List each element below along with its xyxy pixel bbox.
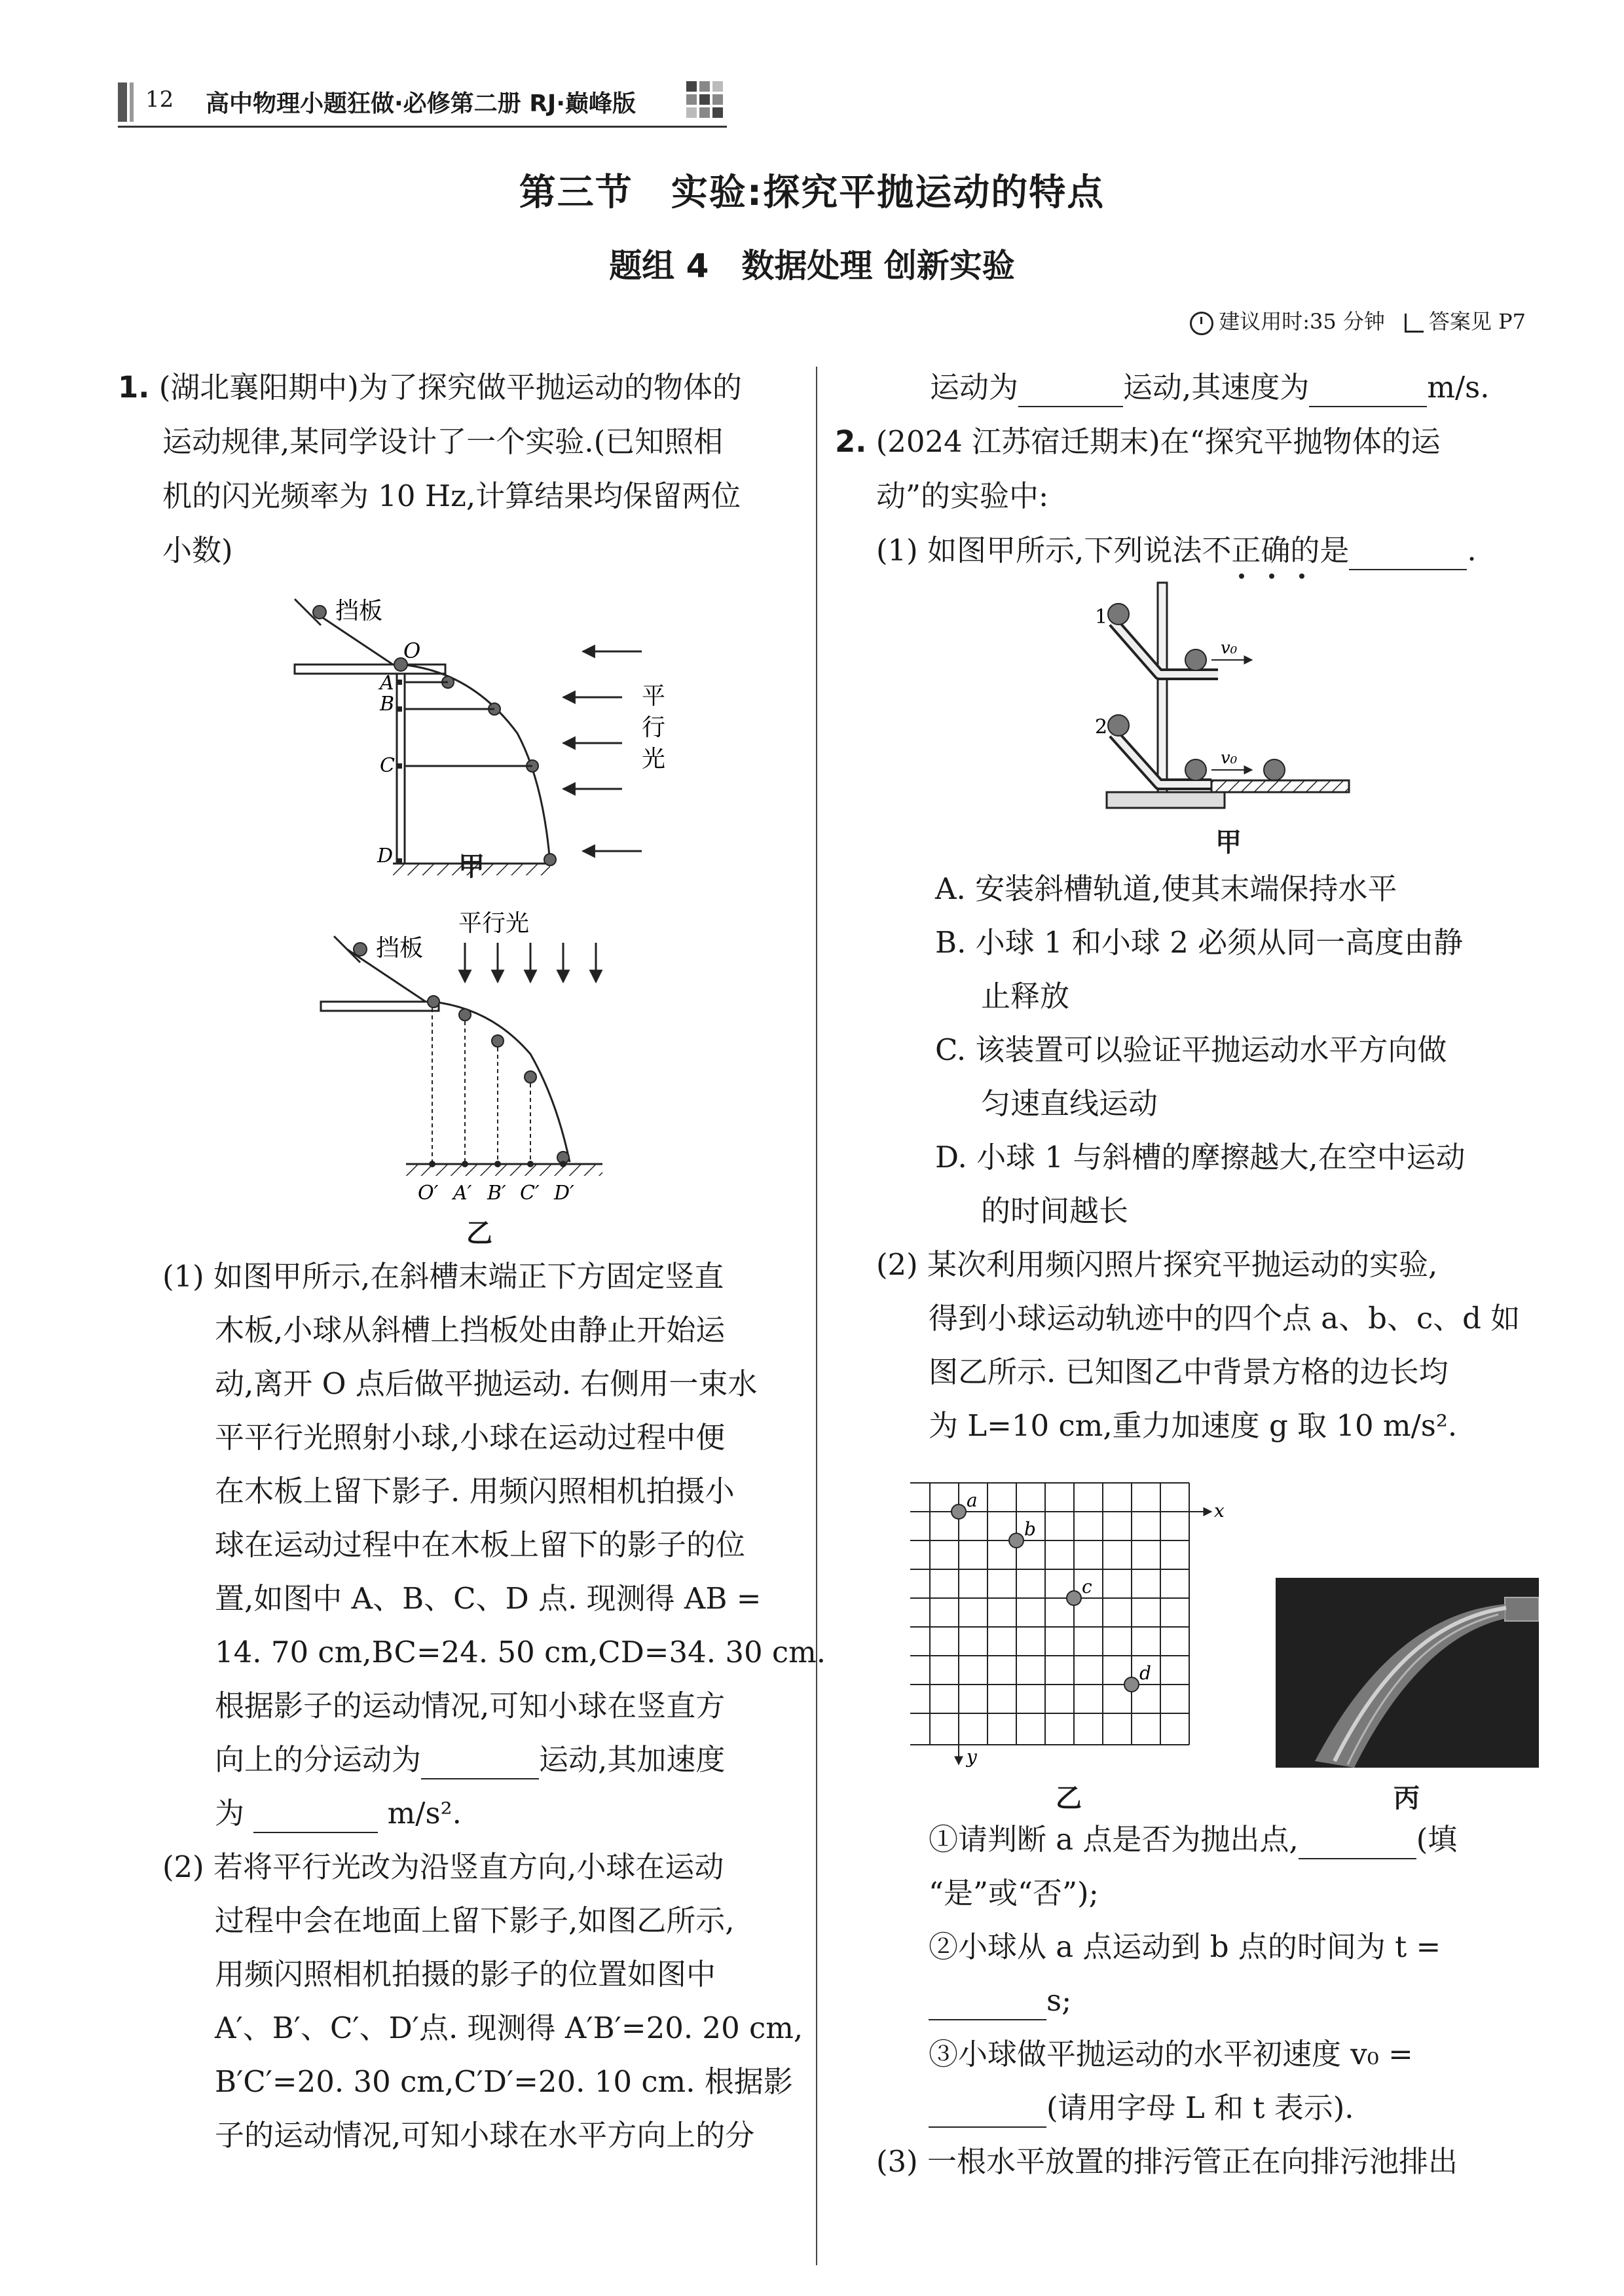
q1-p1-blank-line: 向上的分运动为 运动,其加速度 bbox=[215, 1740, 725, 1779]
option-c-cont: 匀速直线运动 bbox=[981, 1086, 1158, 1121]
q1-line-1: 运动规律,某同学设计了一个实验.(已知照相 bbox=[162, 424, 724, 459]
q1-blank-acceleration[interactable] bbox=[253, 1803, 378, 1833]
page-number: 12 bbox=[145, 86, 174, 113]
q2-figure-b-grid bbox=[904, 1470, 1244, 1771]
q1-number: 1. bbox=[118, 370, 150, 405]
answer-mark-icon bbox=[1405, 314, 1424, 333]
option-c[interactable]: C. 该装置可以验证平抛运动水平方向做 bbox=[935, 1032, 1447, 1067]
header-rule bbox=[118, 126, 727, 128]
svg-text:a: a bbox=[967, 1489, 978, 1511]
q1-line-2: 机的闪光频率为 10 Hz,计算结果均保留两位 bbox=[162, 479, 741, 513]
q1-p1-line-2: 动,离开 O 点后做平抛运动. 右侧用一束水 bbox=[215, 1366, 758, 1401]
svg-text:C: C bbox=[380, 754, 395, 777]
svg-text:D′: D′ bbox=[554, 1182, 574, 1205]
q1-line-0: 1. (湖北襄阳期中)为了探究做平抛运动的物体的 bbox=[118, 370, 742, 405]
grid-lines bbox=[910, 1483, 1189, 1745]
q1-p1-line-4: 在木板上留下影子. 用频闪照相机拍摄小 bbox=[215, 1474, 735, 1508]
drain-pipe bbox=[1505, 1597, 1539, 1621]
q2-sub2-line-2: 图乙所示. 已知图乙中背景方格的边长均 bbox=[929, 1355, 1449, 1389]
option-b-cont: 止释放 bbox=[981, 979, 1070, 1013]
svg-text:v₀: v₀ bbox=[1221, 748, 1238, 768]
suggested-time: 建议用时:35 分钟 bbox=[1219, 309, 1385, 334]
q1-p1-line-5: 球在运动过程中在木板上留下的影子的位 bbox=[215, 1527, 746, 1562]
svg-text:D: D bbox=[377, 845, 394, 867]
baffle-label: 挡板 bbox=[335, 598, 383, 625]
q2-sub1: (1) 如图甲所示,下列说法不正确的是 . bbox=[876, 531, 1477, 570]
q2-blank-v0[interactable] bbox=[929, 2098, 1046, 2128]
svg-text:x: x bbox=[1214, 1500, 1225, 1522]
svg-text:1: 1 bbox=[1095, 606, 1108, 629]
q2-blank-time[interactable] bbox=[929, 1990, 1046, 2020]
svg-text:光: 光 bbox=[642, 746, 666, 773]
option-d-cont: 的时间越长 bbox=[981, 1194, 1129, 1228]
q2-fig-a-caption: 甲 bbox=[1215, 828, 1242, 858]
answer-ref: 答案见 P7 bbox=[1428, 309, 1526, 334]
q1-p2-line-2: 用频闪照相机拍摄的影子的位置如图中 bbox=[215, 1957, 716, 1992]
q1-p1-line-3: 平平行光照射小球,小球在运动过程中便 bbox=[215, 1420, 726, 1455]
q1-p2-line-0: (2) 若将平行光改为沿竖直方向,小球在运动 bbox=[162, 1850, 724, 1884]
q1-p2-line-4: B′C′=20. 30 cm,C′D′=20. 10 cm. 根据影 bbox=[215, 2064, 793, 2099]
q1-p2-line-3: A′、B′、C′、D′点. 现测得 A′B′=20. 20 cm, bbox=[215, 2011, 803, 2045]
q2-item1-cont: “是”或“否”); bbox=[929, 1876, 1099, 1910]
q1-blank-horizontal-motion[interactable] bbox=[1018, 377, 1123, 407]
svg-text:平行光: 平行光 bbox=[458, 910, 530, 937]
q2-item1: ①请判断 a 点是否为抛出点, (填 bbox=[929, 1820, 1457, 1859]
svg-text:A: A bbox=[380, 672, 394, 695]
q2-number: 2. bbox=[835, 424, 867, 459]
q1-fig-a-caption: 甲 bbox=[458, 852, 485, 882]
q2-item2: ②小球从 a 点运动到 b 点的时间为 t = bbox=[929, 1929, 1441, 1964]
option-a[interactable]: A. 安装斜槽轨道,使其末端保持水平 bbox=[935, 871, 1397, 906]
svg-text:B: B bbox=[380, 693, 395, 716]
q2-sub2-line-0: (2) 某次利用频闪照片探究平抛运动的实验, bbox=[876, 1247, 1438, 1282]
q2-figure-a bbox=[1080, 576, 1369, 825]
svg-text:v₀: v₀ bbox=[1221, 638, 1238, 658]
q2-item3: ③小球做平抛运动的水平初速度 v₀ = bbox=[929, 2037, 1413, 2071]
svg-text:c: c bbox=[1082, 1576, 1092, 1597]
svg-text:O: O bbox=[403, 638, 421, 663]
q1-p1-line-1: 木板,小球从斜槽上挡板处由静止开始运 bbox=[215, 1313, 726, 1347]
q2-item3-cont: (请用字母 L 和 t 表示). bbox=[929, 2088, 1354, 2128]
q1-p1-line-6: 置,如图中 A、B、C、D 点. 现测得 AB = bbox=[215, 1581, 762, 1616]
q2-item2-cont: s; bbox=[929, 1981, 1071, 2020]
svg-text:A′: A′ bbox=[453, 1182, 472, 1205]
q2-sub3: (3) 一根水平放置的排污管正在向排污池排出 bbox=[876, 2144, 1458, 2179]
q1-line-3: 小数) bbox=[162, 533, 233, 568]
q1-p2-line-1: 过程中会在地面上留下影子,如图乙所示, bbox=[215, 1903, 735, 1938]
option-b[interactable]: B. 小球 1 和小球 2 必须从同一高度由静 bbox=[935, 925, 1464, 960]
q2-sub2-line-1: 得到小球运动轨迹中的四个点 a、b、c、d 如 bbox=[929, 1301, 1521, 1336]
q2-blank-choice[interactable] bbox=[1349, 540, 1467, 570]
svg-text:b: b bbox=[1024, 1518, 1036, 1540]
timing-info bbox=[1190, 305, 1526, 335]
header-bar bbox=[118, 82, 127, 122]
q1-p1-line-7: 14. 70 cm,BC=24. 50 cm,CD=34. 30 cm. bbox=[215, 1635, 826, 1669]
q2-fig-b-caption: 乙 bbox=[1056, 1783, 1082, 1813]
q1-p2-continued: 运动为 运动,其速度为 m/s. bbox=[930, 368, 1490, 407]
q2-blank-throw-point[interactable] bbox=[1299, 1829, 1416, 1859]
q1-p2-line-5: 子的运动情况,可知小球在水平方向上的分 bbox=[215, 2118, 755, 2153]
q1-p1-line-8: 根据影子的运动情况,可知小球在竖直方 bbox=[215, 1688, 726, 1723]
q1-figure-a bbox=[275, 592, 681, 881]
svg-text:d: d bbox=[1139, 1662, 1151, 1684]
q1-figure-b bbox=[308, 903, 661, 1205]
checker-logo-icon bbox=[686, 81, 723, 118]
q1-p1-last-line: 为 m/s². bbox=[215, 1794, 462, 1833]
section-title: 第三节 实验:探究平抛运动的特点 bbox=[519, 172, 1105, 214]
q1-fig-b-caption: 乙 bbox=[466, 1218, 492, 1248]
horizontal-track bbox=[295, 665, 445, 674]
q2-sub2-line-3: 为 L=10 cm,重力加速度 g 取 10 m/s². bbox=[929, 1408, 1458, 1443]
svg-text:2: 2 bbox=[1095, 716, 1108, 738]
group-title: 题组 4 数据处理 创新实验 bbox=[609, 247, 1015, 285]
book-title: 高中物理小题狂做·必修第二册 RJ·巅峰版 bbox=[206, 90, 637, 117]
svg-text:平: 平 bbox=[642, 683, 666, 710]
svg-text:行: 行 bbox=[642, 714, 666, 741]
start-ball bbox=[313, 606, 326, 619]
svg-text:C′: C′ bbox=[520, 1182, 540, 1205]
svg-text:挡板: 挡板 bbox=[376, 935, 424, 962]
q1-blank-vertical-motion[interactable] bbox=[421, 1749, 539, 1779]
alarm-clock-icon bbox=[1190, 312, 1213, 335]
svg-text:O′: O′ bbox=[418, 1182, 439, 1205]
q1-blank-velocity[interactable] bbox=[1309, 377, 1427, 407]
column-divider bbox=[816, 367, 817, 2265]
q2-fig-c-caption: 丙 bbox=[1393, 1783, 1420, 1813]
header-bar-accent bbox=[130, 82, 134, 122]
q2-figure-c-photo bbox=[1276, 1578, 1539, 1768]
q1-p1-line-0: (1) 如图甲所示,在斜槽末端正下方固定竖直 bbox=[162, 1259, 724, 1294]
svg-text:y: y bbox=[967, 1746, 977, 1768]
q2-line-1: 动”的实验中: bbox=[876, 479, 1049, 513]
option-d[interactable]: D. 小球 1 与斜槽的摩擦越大,在空中运动 bbox=[935, 1140, 1466, 1175]
svg-text:B′: B′ bbox=[487, 1182, 506, 1205]
q2-line-0: 2. (2024 江苏宿迁期末)在“探究平抛物体的运 bbox=[835, 424, 1441, 459]
